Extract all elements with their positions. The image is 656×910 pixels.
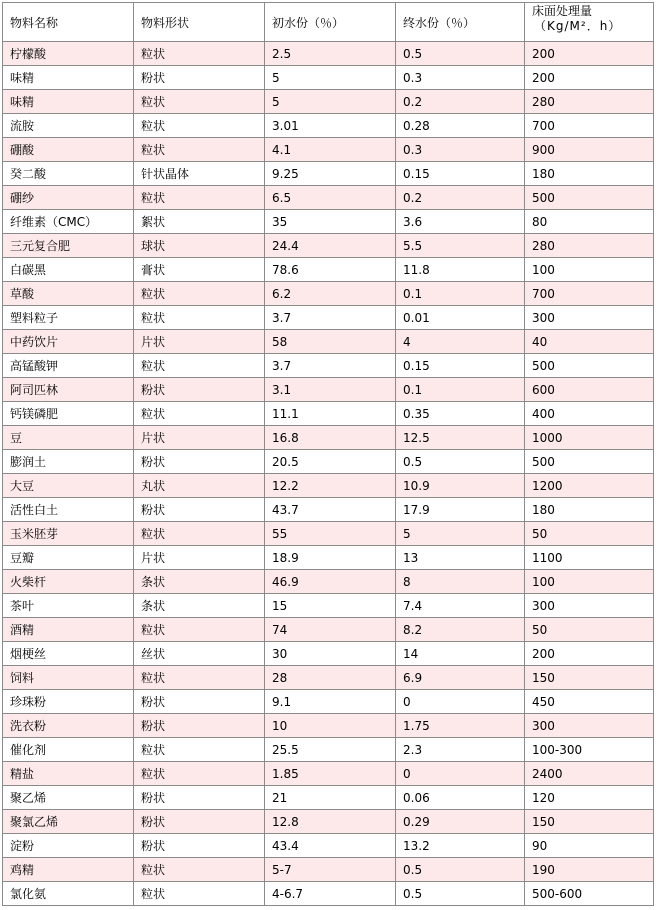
initial-moisture-cell: 55 (265, 522, 396, 546)
table-row (3, 858, 654, 882)
material-name-cell: 鸡精 (3, 858, 134, 882)
material-name-cell: 硼纱 (3, 186, 134, 210)
material-shape-cell: 粒状 (134, 522, 265, 546)
table-row (3, 594, 654, 618)
final-moisture-cell: 0.2 (396, 90, 525, 114)
initial-moisture-cell: 10 (265, 714, 396, 738)
final-moisture-cell: 8.2 (396, 618, 525, 642)
final-moisture-cell: 0.06 (396, 786, 525, 810)
table-row (3, 450, 654, 474)
material-shape-cell: 条状 (134, 570, 265, 594)
bed-load-cell: 280 (525, 234, 654, 258)
table-row (3, 618, 654, 642)
material-shape-cell: 粉状 (134, 498, 265, 522)
bed-load-cell: 40 (525, 330, 654, 354)
table-row (3, 282, 654, 306)
initial-moisture-cell: 5 (265, 90, 396, 114)
material-name-cell: 活性白土 (3, 498, 134, 522)
bed-load-cell: 500 (525, 186, 654, 210)
material-shape-cell: 粉状 (134, 786, 265, 810)
bed-load-cell: 400 (525, 402, 654, 426)
final-moisture-cell: 0.3 (396, 66, 525, 90)
final-moisture-cell: 6.9 (396, 666, 525, 690)
initial-moisture-cell: 6.5 (265, 186, 396, 210)
material-name-cell: 烟梗丝 (3, 642, 134, 666)
initial-moisture-cell: 4.1 (265, 138, 396, 162)
material-name-cell: 味精 (3, 66, 134, 90)
table-row (3, 762, 654, 786)
table-row (3, 474, 654, 498)
material-shape-cell: 粒状 (134, 762, 265, 786)
material-name-cell: 茶叶 (3, 594, 134, 618)
final-moisture-cell: 0.1 (396, 378, 525, 402)
initial-moisture-cell: 5 (265, 66, 396, 90)
material-shape-cell: 丝状 (134, 642, 265, 666)
table-row (3, 306, 654, 330)
material-name-cell: 钙镁磷肥 (3, 402, 134, 426)
initial-moisture-cell: 20.5 (265, 450, 396, 474)
material-shape-cell: 粒状 (134, 138, 265, 162)
bed-load-cell: 80 (525, 210, 654, 234)
bed-load-cell: 450 (525, 690, 654, 714)
material-name-cell: 癸二酸 (3, 162, 134, 186)
material-name-cell: 氯化氨 (3, 882, 134, 906)
material-shape-cell: 粉状 (134, 66, 265, 90)
material-drying-table (2, 2, 654, 906)
table-row (3, 690, 654, 714)
initial-moisture-cell: 21 (265, 786, 396, 810)
initial-moisture-cell: 3.1 (265, 378, 396, 402)
initial-moisture-cell: 3.7 (265, 354, 396, 378)
final-moisture-cell: 0.5 (396, 42, 525, 66)
bed-load-cell: 50 (525, 618, 654, 642)
material-name-cell: 流胺 (3, 114, 134, 138)
material-name-cell: 饲料 (3, 666, 134, 690)
bed-load-cell: 100 (525, 570, 654, 594)
material-name-cell: 催化剂 (3, 738, 134, 762)
material-name-cell: 膨润土 (3, 450, 134, 474)
table-row (3, 834, 654, 858)
final-moisture-cell: 0.5 (396, 882, 525, 906)
header-bed-load-line1: 床面处理量 (532, 4, 593, 18)
initial-moisture-cell: 15 (265, 594, 396, 618)
material-shape-cell: 粒状 (134, 882, 265, 906)
material-name-cell: 豆 (3, 426, 134, 450)
header-final-moisture: 终水份（％） (396, 3, 525, 42)
material-shape-cell: 粒状 (134, 186, 265, 210)
material-name-cell: 中药饮片 (3, 330, 134, 354)
material-name-cell: 柠檬酸 (3, 42, 134, 66)
bed-load-cell: 700 (525, 282, 654, 306)
material-shape-cell: 粒状 (134, 114, 265, 138)
final-moisture-cell: 11.8 (396, 258, 525, 282)
material-shape-cell: 球状 (134, 234, 265, 258)
bed-load-cell: 120 (525, 786, 654, 810)
final-moisture-cell: 13.2 (396, 834, 525, 858)
bed-load-cell: 150 (525, 666, 654, 690)
bed-load-cell: 200 (525, 66, 654, 90)
initial-moisture-cell: 9.1 (265, 690, 396, 714)
bed-load-cell: 1200 (525, 474, 654, 498)
material-shape-cell: 粉状 (134, 690, 265, 714)
table-row (3, 882, 654, 906)
material-shape-cell: 粒状 (134, 306, 265, 330)
bed-load-cell: 90 (525, 834, 654, 858)
bed-load-cell: 2400 (525, 762, 654, 786)
final-moisture-cell: 0.01 (396, 306, 525, 330)
final-moisture-cell: 4 (396, 330, 525, 354)
material-name-cell: 阿司匹林 (3, 378, 134, 402)
material-name-cell: 塑料粒子 (3, 306, 134, 330)
header-bed-load (525, 3, 654, 42)
material-shape-cell: 粒状 (134, 282, 265, 306)
initial-moisture-cell: 43.4 (265, 834, 396, 858)
final-moisture-cell: 5.5 (396, 234, 525, 258)
initial-moisture-cell: 2.5 (265, 42, 396, 66)
initial-moisture-cell: 58 (265, 330, 396, 354)
final-moisture-cell: 8 (396, 570, 525, 594)
material-shape-cell: 粒状 (134, 618, 265, 642)
table-row (3, 546, 654, 570)
final-moisture-cell: 0.15 (396, 162, 525, 186)
bed-load-cell: 1100 (525, 546, 654, 570)
bed-load-cell: 180 (525, 162, 654, 186)
material-name-cell: 三元复合肥 (3, 234, 134, 258)
header-initial-moisture: 初水份（％） (265, 3, 396, 42)
initial-moisture-cell: 35 (265, 210, 396, 234)
table-row (3, 234, 654, 258)
initial-moisture-cell: 74 (265, 618, 396, 642)
initial-moisture-cell: 43.7 (265, 498, 396, 522)
bed-load-cell: 300 (525, 714, 654, 738)
material-shape-cell: 粒状 (134, 354, 265, 378)
table-row (3, 498, 654, 522)
table-row (3, 378, 654, 402)
table-row (3, 90, 654, 114)
table-body (3, 42, 654, 906)
material-name-cell: 草酸 (3, 282, 134, 306)
final-moisture-cell: 13 (396, 546, 525, 570)
final-moisture-cell: 0.5 (396, 858, 525, 882)
table-row (3, 138, 654, 162)
initial-moisture-cell: 46.9 (265, 570, 396, 594)
final-moisture-cell: 0 (396, 690, 525, 714)
bed-load-cell: 700 (525, 114, 654, 138)
table-row (3, 330, 654, 354)
initial-moisture-cell: 6.2 (265, 282, 396, 306)
bed-load-cell: 500 (525, 354, 654, 378)
bed-load-cell: 150 (525, 810, 654, 834)
material-name-cell: 硼酸 (3, 138, 134, 162)
material-name-cell: 珍珠粉 (3, 690, 134, 714)
final-moisture-cell: 0.3 (396, 138, 525, 162)
material-shape-cell: 针状晶体 (134, 162, 265, 186)
material-shape-cell: 丸状 (134, 474, 265, 498)
material-shape-cell: 条状 (134, 594, 265, 618)
initial-moisture-cell: 24.4 (265, 234, 396, 258)
material-shape-cell: 粉状 (134, 810, 265, 834)
bed-load-cell: 280 (525, 90, 654, 114)
initial-moisture-cell: 3.01 (265, 114, 396, 138)
table-row (3, 810, 654, 834)
final-moisture-cell: 1.75 (396, 714, 525, 738)
table-row (3, 426, 654, 450)
initial-moisture-cell: 25.5 (265, 738, 396, 762)
material-shape-cell: 片状 (134, 546, 265, 570)
bed-load-cell: 180 (525, 498, 654, 522)
final-moisture-cell: 0.2 (396, 186, 525, 210)
header-material-shape: 物料形状 (134, 3, 265, 42)
table-row (3, 354, 654, 378)
table-row (3, 570, 654, 594)
initial-moisture-cell: 78.6 (265, 258, 396, 282)
material-name-cell: 火柴杆 (3, 570, 134, 594)
bed-load-cell: 50 (525, 522, 654, 546)
initial-moisture-cell: 16.8 (265, 426, 396, 450)
initial-moisture-cell: 5-7 (265, 858, 396, 882)
material-shape-cell: 粒状 (134, 402, 265, 426)
material-shape-cell: 片状 (134, 426, 265, 450)
table-row (3, 402, 654, 426)
final-moisture-cell: 0.28 (396, 114, 525, 138)
material-shape-cell: 粉状 (134, 714, 265, 738)
table-row (3, 114, 654, 138)
initial-moisture-cell: 18.9 (265, 546, 396, 570)
material-shape-cell: 粒状 (134, 738, 265, 762)
material-shape-cell: 粒状 (134, 90, 265, 114)
material-name-cell: 大豆 (3, 474, 134, 498)
bed-load-cell: 200 (525, 642, 654, 666)
bed-load-cell: 500 (525, 450, 654, 474)
table-header-row (3, 3, 654, 42)
header-material-name: 物料名称 (3, 3, 134, 42)
material-name-cell: 高锰酸钾 (3, 354, 134, 378)
material-shape-cell: 粒状 (134, 858, 265, 882)
initial-moisture-cell: 30 (265, 642, 396, 666)
final-moisture-cell: 7.4 (396, 594, 525, 618)
material-name-cell: 洗衣粉 (3, 714, 134, 738)
material-shape-cell: 粒状 (134, 42, 265, 66)
final-moisture-cell: 14 (396, 642, 525, 666)
table-row (3, 786, 654, 810)
bed-load-cell: 900 (525, 138, 654, 162)
initial-moisture-cell: 12.8 (265, 810, 396, 834)
material-shape-cell: 絮状 (134, 210, 265, 234)
initial-moisture-cell: 4-6.7 (265, 882, 396, 906)
final-moisture-cell: 17.9 (396, 498, 525, 522)
final-moisture-cell: 10.9 (396, 474, 525, 498)
material-shape-cell: 粒状 (134, 666, 265, 690)
bed-load-cell: 300 (525, 306, 654, 330)
material-name-cell: 白碳黑 (3, 258, 134, 282)
final-moisture-cell: 0.15 (396, 354, 525, 378)
material-name-cell: 精盐 (3, 762, 134, 786)
material-name-cell: 聚乙烯 (3, 786, 134, 810)
final-moisture-cell: 0 (396, 762, 525, 786)
final-moisture-cell: 0.35 (396, 402, 525, 426)
initial-moisture-cell: 28 (265, 666, 396, 690)
bed-load-cell: 1000 (525, 426, 654, 450)
final-moisture-cell: 2.3 (396, 738, 525, 762)
initial-moisture-cell: 1.85 (265, 762, 396, 786)
final-moisture-cell: 0.29 (396, 810, 525, 834)
material-name-cell: 味精 (3, 90, 134, 114)
initial-moisture-cell: 11.1 (265, 402, 396, 426)
bed-load-cell: 100 (525, 258, 654, 282)
final-moisture-cell: 0.1 (396, 282, 525, 306)
table-row (3, 258, 654, 282)
header-bed-load-line2: （Kg/M²．h） (534, 19, 622, 33)
table-row (3, 642, 654, 666)
table-row (3, 162, 654, 186)
final-moisture-cell: 3.6 (396, 210, 525, 234)
initial-moisture-cell: 12.2 (265, 474, 396, 498)
material-shape-cell: 膏状 (134, 258, 265, 282)
bed-load-cell: 500-600 (525, 882, 654, 906)
bed-load-cell: 200 (525, 42, 654, 66)
table-row (3, 210, 654, 234)
material-name-cell: 豆瓣 (3, 546, 134, 570)
final-moisture-cell: 0.5 (396, 450, 525, 474)
table-row (3, 522, 654, 546)
material-name-cell: 聚氯乙烯 (3, 810, 134, 834)
material-shape-cell: 片状 (134, 330, 265, 354)
final-moisture-cell: 5 (396, 522, 525, 546)
material-shape-cell: 粉状 (134, 378, 265, 402)
initial-moisture-cell: 3.7 (265, 306, 396, 330)
table-row (3, 666, 654, 690)
bed-load-cell: 300 (525, 594, 654, 618)
material-shape-cell: 粉状 (134, 834, 265, 858)
material-name-cell: 玉米胚芽 (3, 522, 134, 546)
material-name-cell: 酒精 (3, 618, 134, 642)
final-moisture-cell: 12.5 (396, 426, 525, 450)
material-shape-cell: 粉状 (134, 450, 265, 474)
bed-load-cell: 190 (525, 858, 654, 882)
initial-moisture-cell: 9.25 (265, 162, 396, 186)
bed-load-cell: 600 (525, 378, 654, 402)
material-name-cell: 淀粉 (3, 834, 134, 858)
material-name-cell: 纤维素（CMC） (3, 210, 134, 234)
table-row (3, 42, 654, 66)
table-row (3, 738, 654, 762)
bed-load-cell: 100-300 (525, 738, 654, 762)
table-row (3, 66, 654, 90)
table-row (3, 186, 654, 210)
table-row (3, 714, 654, 738)
